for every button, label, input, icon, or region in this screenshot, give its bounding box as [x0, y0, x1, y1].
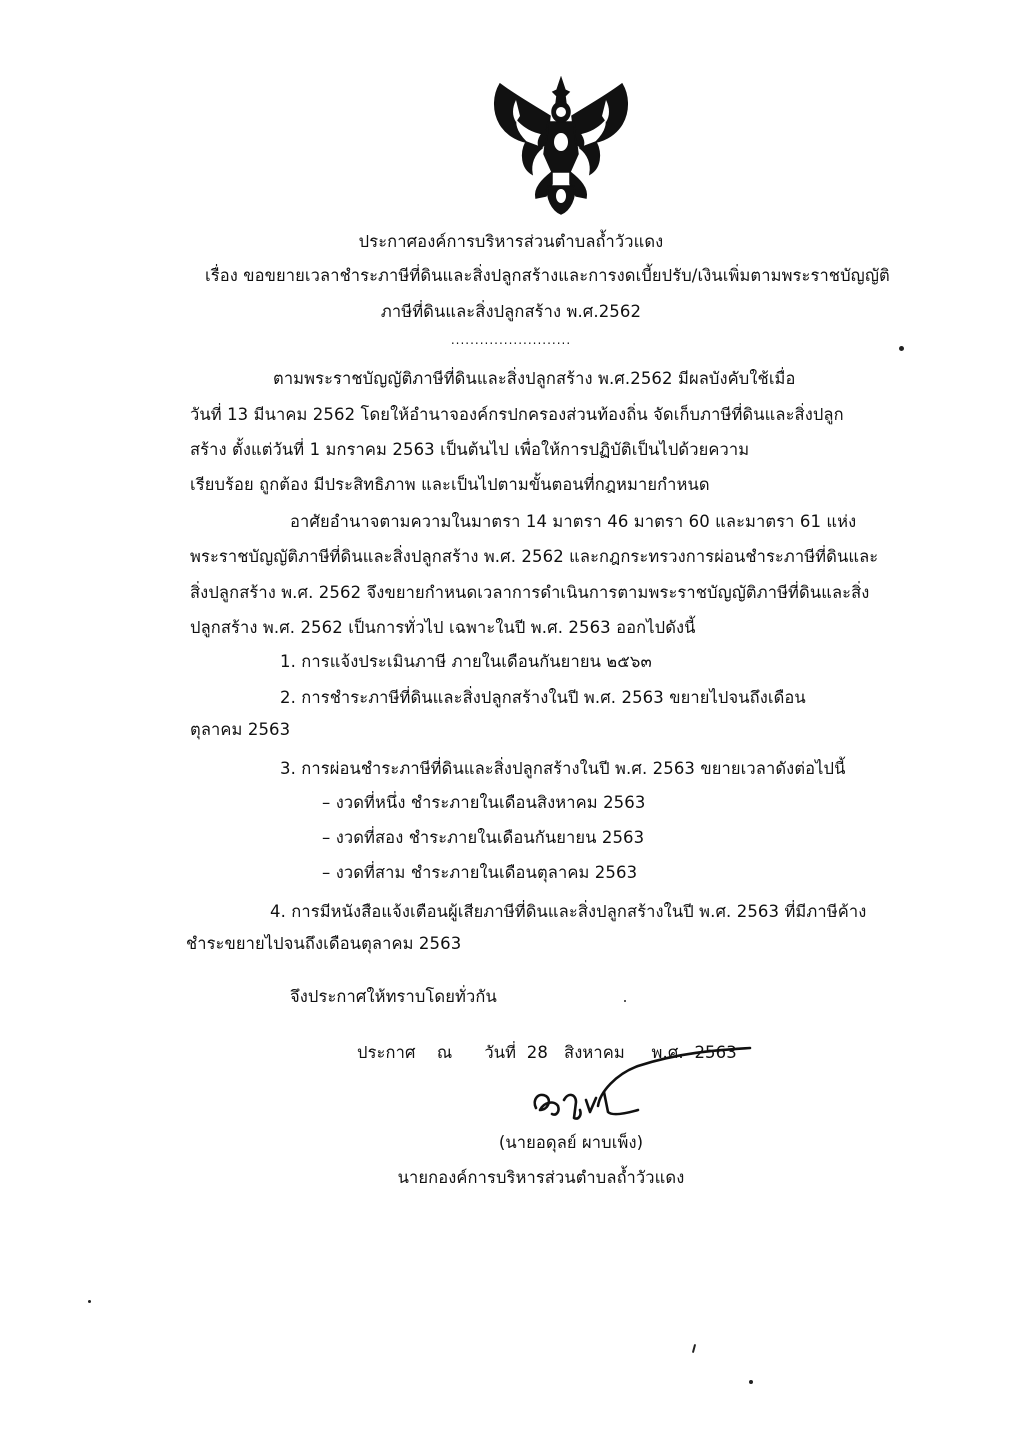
paragraph-2-line-2: พระราชบัญญัติภาษีที่ดินและสิ่งปลูกสร้าง พ.ศ. 2562 และกฎกระทรวงการผ่อนชำระภาษีที่ดินและ [190, 547, 879, 566]
list-item-3-sub-2: – งวดที่สอง ชำระภายในเดือนกันยายน 2563 [322, 828, 645, 847]
list-item-2-line-1: 2. การชำระภาษีที่ดินและสิ่งปลูกสร้างในปี พ.ศ. 2563 ขยายไปจนถึงเดือน [280, 688, 806, 707]
paragraph-2-line-4: ปลูกสร้าง พ.ศ. 2562 เป็นการทั่วไป เฉพาะในปี พ.ศ. 2563 ออกไปดังนี้ [190, 618, 696, 637]
closing-statement: จึงประกาศให้ทราบโดยทั่วกัน [290, 987, 497, 1006]
scan-speck [624, 1000, 626, 1002]
scan-speck [692, 1344, 696, 1353]
list-item-3-sub-3: – งวดที่สาม ชำระภายในเดือนตุลาคม 2563 [322, 863, 638, 882]
scan-speck [899, 346, 904, 351]
subject-line-1: เรื่อง ขอขยายเวลาชำระภาษีที่ดินและสิ่งปลูกสร้างและการงดเบี้ยปรับ/เงินเพิ่มตามพระราชบัญญัติ [205, 266, 890, 285]
list-item-4-line-1: 4. การมีหนังสือแจ้งเตือนผู้เสียภาษีที่ดินและสิ่งปลูกสร้างในปี พ.ศ. 2563 ที่มีภาษีค้าง [270, 902, 867, 921]
paragraph-1-line-2: วันที่ 13 มีนาคม 2562 โดยให้อำนาจองค์กรปกครองส่วนท้องถิ่น จัดเก็บภาษีที่ดินและสิ่งปลูก [190, 405, 844, 424]
paragraph-2-line-3: สิ่งปลูกสร้าง พ.ศ. 2562 จึงขยายกำหนดเวลาการดำเนินการตามพระราชบัญญัติภาษีที่ดินและสิ่ง [190, 583, 870, 602]
list-item-3: 3. การผ่อนชำระภาษีที่ดินและสิ่งปลูกสร้างในปี พ.ศ. 2563 ขยายเวลาดังต่อไปนี้ [280, 759, 846, 778]
paragraph-1-line-1: ตามพระราชบัญญัติภาษีที่ดินและสิ่งปลูกสร้าง พ.ศ.2562 มีผลบังคับใช้เมื่อ [273, 369, 796, 388]
subject-line-2: ภาษีที่ดินและสิ่งปลูกสร้าง พ.ศ.2562 [380, 302, 642, 321]
scan-speck [88, 1300, 91, 1303]
header-separator: ......................... [450, 333, 572, 347]
signer-title: นายกองค์การบริหารส่วนตำบลถ้ำวัวแดง [397, 1168, 685, 1187]
paragraph-2-line-1: อาศัยอำนาจตามความในมาตรา 14 มาตรา 46 มาตรา 60 และมาตรา 61 แห่ง [290, 512, 857, 531]
handwritten-signature [520, 1036, 820, 1126]
list-item-3-sub-1: – งวดที่หนึ่ง ชำระภายในเดือนสิงหาคม 2563 [322, 793, 646, 812]
list-item-1: 1. การแจ้งประเมินภาษี ภายในเดือนกันยายน ๒๕๖๓ [280, 652, 652, 671]
document-title: ประกาศองค์การบริหารส่วนตำบลถ้ำวัวแดง [358, 232, 664, 251]
signer-name: (นายอดุลย์ ผาบเพ็ง) [498, 1133, 644, 1152]
list-item-2-line-2: ตุลาคม 2563 [190, 720, 291, 739]
paragraph-1-line-4: เรียบร้อย ถูกต้อง มีประสิทธิภาพ และเป็นไปตามขั้นตอนที่กฎหมายกำหนด [190, 475, 710, 494]
garuda-emblem-icon [486, 76, 636, 216]
announcement-date: ประกาศ ณ วันที่ 28 สิงหาคม พ.ศ. 2563 [357, 1043, 737, 1062]
paragraph-1-line-3: สร้าง ตั้งแต่วันที่ 1 มกราคม 2563 เป็นต้นไป เพื่อให้การปฏิบัติเป็นไปด้วยความ [190, 440, 750, 459]
list-item-4-line-2: ชำระขยายไปจนถึงเดือนตุลาคม 2563 [186, 934, 462, 953]
scan-speck [749, 1380, 753, 1384]
